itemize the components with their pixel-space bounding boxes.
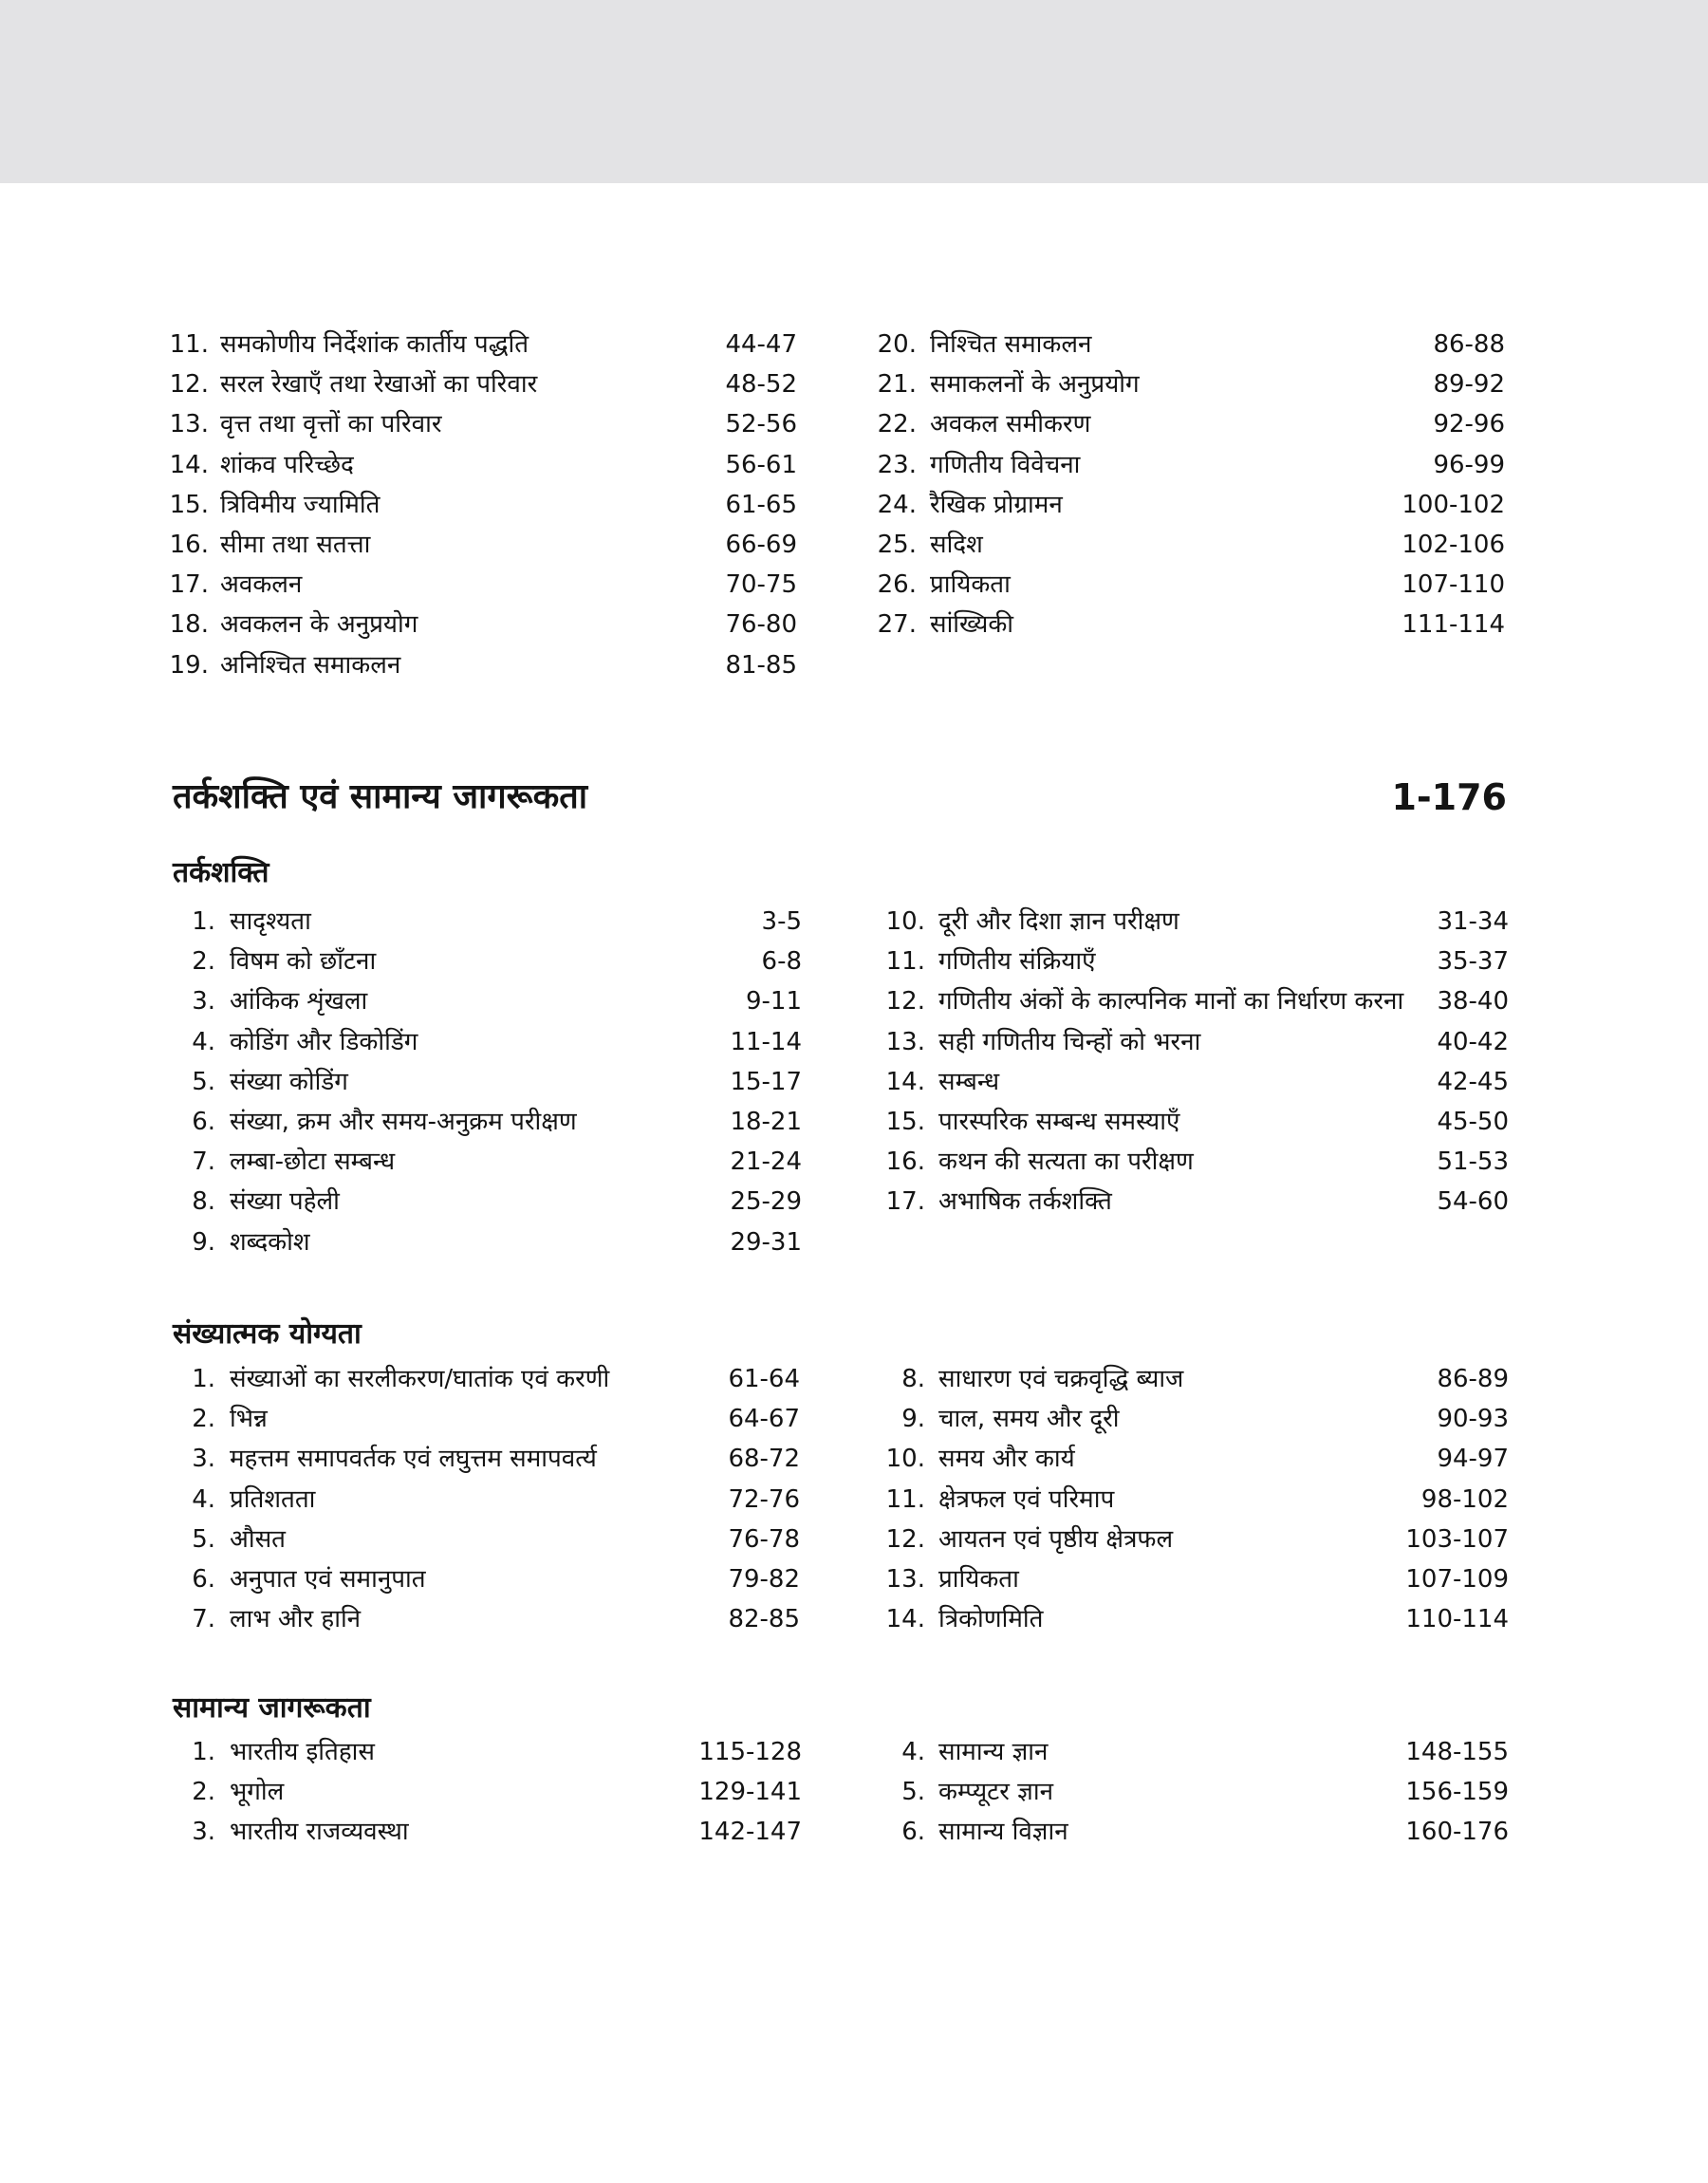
numerical-left-list xyxy=(173,1359,800,1639)
awareness-heading: सामान्य जागरूकता xyxy=(173,1691,371,1725)
numerical-heading: संख्यात्मक योग्यता xyxy=(173,1317,362,1351)
toc-entry xyxy=(173,981,802,1021)
entry-pages: 3-5 xyxy=(761,907,802,936)
entry-title: निश्चित समाकलन xyxy=(930,330,1092,359)
entry-title: संख्या, क्रम और समय-अनुक्रम परीक्षण xyxy=(230,1107,577,1136)
entry-title: भारतीय इतिहास xyxy=(230,1738,375,1766)
entry-number: 4. xyxy=(192,1484,215,1514)
entry-title: महत्तम समापवर्तक एवं लघुत्तम समापवर्त्य xyxy=(230,1445,597,1474)
entry-number: 16. xyxy=(885,1147,925,1177)
toc-entry xyxy=(173,1222,802,1262)
entry-pages: 45-50 xyxy=(1437,1107,1509,1136)
entry-number: 13. xyxy=(885,1564,925,1594)
entry-number: 9. xyxy=(192,1227,215,1257)
entry-number: 23. xyxy=(877,450,917,479)
toc-entry xyxy=(877,364,1505,404)
toc-entry xyxy=(887,1182,1509,1222)
entry-title: शांकव परिच्छेद xyxy=(220,450,354,479)
toc-entry xyxy=(173,1359,800,1399)
entry-number: 4. xyxy=(901,1738,925,1766)
toc-entry xyxy=(169,605,797,644)
toc-entry xyxy=(887,1102,1509,1142)
entry-pages: 94-97 xyxy=(1437,1445,1509,1474)
entry-pages: 72-76 xyxy=(728,1484,800,1514)
toc-entry xyxy=(173,1812,802,1852)
entry-number: 5. xyxy=(901,1778,925,1807)
entry-title: शब्दकोश xyxy=(230,1227,310,1257)
entry-number: 14. xyxy=(885,1067,925,1096)
top-band xyxy=(0,0,1708,183)
entry-title: पारस्परिक सम्बन्ध समस्याएँ xyxy=(938,1107,1180,1136)
entry-title: सही गणितीय चिन्हों को भरना xyxy=(938,1027,1201,1056)
section-page-range: 1-176 xyxy=(1391,776,1507,818)
toc-entry xyxy=(877,605,1505,644)
entry-pages: 51-53 xyxy=(1437,1147,1509,1177)
entry-title: प्रतिशतता xyxy=(230,1484,316,1514)
entry-pages: 110-114 xyxy=(1405,1605,1509,1634)
toc-entry xyxy=(169,364,797,404)
toc-entry xyxy=(877,404,1505,444)
entry-pages: 70-75 xyxy=(725,570,797,600)
entry-title: सादृश्यता xyxy=(230,907,311,936)
entry-title: प्रायिकता xyxy=(930,570,1011,600)
entry-number: 3. xyxy=(192,1445,215,1474)
entry-number: 27. xyxy=(877,610,917,640)
entry-title: सम्बन्ध xyxy=(938,1067,1000,1096)
section-title: तर्कशक्ति एवं सामान्य जागरूकता xyxy=(173,777,588,816)
entry-number: 13. xyxy=(169,410,209,439)
toc-entry xyxy=(173,1559,800,1599)
entry-title: अवकल समीकरण xyxy=(930,410,1091,439)
entry-pages: 86-88 xyxy=(1433,330,1505,359)
entry-title: कोडिंग और डिकोडिंग xyxy=(230,1027,418,1056)
toc-entry xyxy=(877,325,1505,364)
entry-number: 24. xyxy=(877,490,917,519)
toc-entry xyxy=(887,1480,1509,1520)
entry-number: 6. xyxy=(192,1564,215,1594)
entry-pages: 68-72 xyxy=(728,1445,800,1474)
toc-entry xyxy=(173,1022,802,1062)
entry-number: 11. xyxy=(885,1484,925,1514)
entry-pages: 61-65 xyxy=(725,490,797,519)
entry-title: विषम को छाँटना xyxy=(230,947,377,977)
toc-entry xyxy=(887,1399,1509,1439)
entry-number: 11. xyxy=(885,947,925,977)
toc-entry xyxy=(173,902,802,942)
entry-number: 10. xyxy=(885,907,925,936)
prior-right-list xyxy=(877,325,1505,645)
entry-number: 22. xyxy=(877,410,917,439)
entry-pages: 103-107 xyxy=(1405,1524,1509,1554)
entry-pages: 42-45 xyxy=(1437,1067,1509,1096)
entry-title: आयतन एवं पृष्ठीय क्षेत्रफल xyxy=(938,1524,1174,1554)
entry-title: दूरी और दिशा ज्ञान परीक्षण xyxy=(938,907,1179,936)
entry-number: 25. xyxy=(877,530,917,559)
entry-number: 9. xyxy=(901,1405,925,1434)
entry-title: सदिश xyxy=(930,530,983,559)
entry-number: 8. xyxy=(901,1365,925,1393)
entry-title: समय और कार्य xyxy=(938,1445,1075,1474)
toc-entry xyxy=(173,1772,802,1812)
toc-entry xyxy=(173,942,802,981)
entry-number: 14. xyxy=(169,450,209,479)
toc-entry xyxy=(173,1732,802,1772)
entry-pages: 56-61 xyxy=(725,450,797,479)
entry-number: 13. xyxy=(885,1027,925,1056)
entry-number: 6. xyxy=(901,1818,925,1847)
entry-number: 12. xyxy=(885,987,925,1017)
toc-entry xyxy=(887,1599,1509,1639)
entry-pages: 81-85 xyxy=(725,650,797,680)
entry-title: भारतीय राजव्यवस्था xyxy=(230,1818,409,1847)
reasoning-left-list xyxy=(173,902,802,1262)
entry-pages: 40-42 xyxy=(1437,1027,1509,1056)
entry-title: लाभ और हानि xyxy=(230,1605,362,1634)
entry-pages: 44-47 xyxy=(725,330,797,359)
entry-title: औसत xyxy=(230,1524,286,1554)
entry-pages: 86-89 xyxy=(1437,1365,1509,1393)
entry-pages: 107-110 xyxy=(1402,570,1505,600)
entry-number: 2. xyxy=(192,947,215,977)
awareness-left-list xyxy=(173,1732,802,1853)
entry-title: समाकलनों के अनुप्रयोग xyxy=(930,370,1140,400)
entry-title: सीमा तथा सतत्ता xyxy=(220,530,371,559)
entry-number: 8. xyxy=(192,1187,215,1217)
toc-entry xyxy=(169,485,797,525)
entry-number: 1. xyxy=(192,907,215,936)
entry-title: अनुपात एवं समानुपात xyxy=(230,1564,426,1594)
toc-entry xyxy=(887,1812,1509,1852)
entry-number: 19. xyxy=(169,650,209,680)
entry-title: अभाषिक तर्कशक्ति xyxy=(938,1187,1112,1217)
entry-title: त्रिकोणमिति xyxy=(938,1605,1044,1634)
entry-pages: 35-37 xyxy=(1437,947,1509,977)
toc-entry xyxy=(169,404,797,444)
entry-number: 14. xyxy=(885,1605,925,1634)
entry-number: 7. xyxy=(192,1605,215,1634)
entry-pages: 11-14 xyxy=(730,1027,802,1056)
toc-entry xyxy=(173,1142,802,1182)
toc-entry xyxy=(173,1439,800,1479)
entry-pages: 96-99 xyxy=(1433,450,1505,479)
entry-pages: 92-96 xyxy=(1433,410,1505,439)
entry-title: भूगोल xyxy=(230,1778,285,1807)
entry-pages: 9-11 xyxy=(745,987,802,1017)
toc-entry xyxy=(173,1399,800,1439)
entry-pages: 21-24 xyxy=(730,1147,802,1177)
entry-title: सांख्यिकी xyxy=(930,610,1014,640)
entry-pages: 107-109 xyxy=(1405,1564,1509,1594)
entry-pages: 142-147 xyxy=(698,1818,802,1847)
entry-pages: 31-34 xyxy=(1437,907,1509,936)
entry-pages: 129-141 xyxy=(698,1778,802,1807)
toc-entry xyxy=(887,1772,1509,1812)
entry-pages: 76-80 xyxy=(725,610,797,640)
entry-pages: 76-78 xyxy=(728,1524,800,1554)
awareness-right-list xyxy=(887,1732,1509,1853)
entry-title: अवकलन के अनुप्रयोग xyxy=(220,610,418,640)
entry-pages: 15-17 xyxy=(730,1067,802,1096)
entry-pages: 98-102 xyxy=(1420,1484,1509,1514)
toc-entry xyxy=(877,525,1505,565)
entry-title: भिन्न xyxy=(230,1405,268,1434)
entry-number: 5. xyxy=(192,1067,215,1096)
entry-title: गणितीय अंकों के काल्पनिक मानों का निर्धारण करना xyxy=(938,987,1404,1017)
entry-number: 11. xyxy=(169,330,209,359)
entry-number: 2. xyxy=(192,1778,215,1807)
entry-title: अनिश्चित समाकलन xyxy=(220,650,401,680)
toc-entry xyxy=(169,565,797,605)
entry-number: 12. xyxy=(885,1524,925,1554)
entry-number: 3. xyxy=(192,1818,215,1847)
entry-number: 15. xyxy=(169,490,209,519)
entry-title: चाल, समय और दूरी xyxy=(938,1405,1120,1434)
toc-entry xyxy=(169,645,797,685)
entry-title: समकोणीय निर्देशांक कार्तीय पद्धति xyxy=(220,330,529,359)
toc-entry xyxy=(877,565,1505,605)
entry-title: गणितीय विवेचना xyxy=(930,450,1081,479)
toc-entry xyxy=(887,1359,1509,1399)
entry-pages: 29-31 xyxy=(730,1227,802,1257)
entry-number: 16. xyxy=(169,530,209,559)
toc-entry xyxy=(887,1439,1509,1479)
entry-title: लम्बा-छोटा सम्बन्ध xyxy=(230,1147,396,1177)
toc-entry xyxy=(173,1480,800,1520)
entry-number: 1. xyxy=(192,1365,215,1393)
entry-title: आंकिक शृंखला xyxy=(230,987,368,1017)
entry-number: 1. xyxy=(192,1738,215,1766)
entry-title: सामान्य ज्ञान xyxy=(938,1738,1049,1766)
entry-pages: 79-82 xyxy=(728,1564,800,1594)
toc-entry xyxy=(173,1062,802,1102)
entry-title: साधारण एवं चक्रवृद्धि ब्याज xyxy=(938,1365,1184,1393)
entry-pages: 100-102 xyxy=(1402,490,1505,519)
entry-pages: 160-176 xyxy=(1405,1818,1509,1847)
entry-title: वृत्त तथा वृत्तों का परिवार xyxy=(220,410,442,439)
toc-entry xyxy=(169,325,797,364)
toc-entry xyxy=(887,1142,1509,1182)
toc-entry xyxy=(887,902,1509,942)
toc-entry xyxy=(887,1732,1509,1772)
toc-entry xyxy=(173,1102,802,1142)
entry-number: 18. xyxy=(169,610,209,640)
toc-entry xyxy=(887,942,1509,981)
entry-title: कथन की सत्यता का परीक्षण xyxy=(938,1147,1194,1177)
entry-title: संख्या कोडिंग xyxy=(230,1067,348,1096)
entry-pages: 52-56 xyxy=(725,410,797,439)
toc-entry xyxy=(169,445,797,485)
entry-pages: 18-21 xyxy=(730,1107,802,1136)
entry-title: संख्याओं का सरलीकरण/घातांक एवं करणी xyxy=(230,1365,610,1393)
entry-pages: 156-159 xyxy=(1405,1778,1509,1807)
entry-number: 6. xyxy=(192,1107,215,1136)
entry-number: 26. xyxy=(877,570,917,600)
toc-entry xyxy=(887,1559,1509,1599)
toc-entry xyxy=(169,525,797,565)
entry-title: सरल रेखाएँ तथा रेखाओं का परिवार xyxy=(220,370,538,400)
entry-pages: 115-128 xyxy=(698,1738,802,1766)
entry-title: कम्प्यूटर ज्ञान xyxy=(938,1778,1054,1807)
numerical-right-list xyxy=(887,1359,1509,1639)
toc-entry xyxy=(877,485,1505,525)
entry-title: क्षेत्रफल एवं परिमाप xyxy=(938,1484,1115,1514)
entry-pages: 66-69 xyxy=(725,530,797,559)
entry-pages: 90-93 xyxy=(1437,1405,1509,1434)
entry-title: त्रिविमीय ज्यामिति xyxy=(220,490,381,519)
toc-entry xyxy=(877,445,1505,485)
reasoning-right-list xyxy=(887,902,1509,1222)
toc-entry xyxy=(887,1520,1509,1559)
toc-entry xyxy=(173,1182,802,1222)
entry-title: गणितीय संक्रियाएँ xyxy=(938,947,1096,977)
entry-number: 10. xyxy=(885,1445,925,1474)
entry-number: 17. xyxy=(885,1187,925,1217)
entry-pages: 102-106 xyxy=(1402,530,1505,559)
entry-number: 4. xyxy=(192,1027,215,1056)
entry-pages: 6-8 xyxy=(761,947,802,977)
entry-pages: 82-85 xyxy=(728,1605,800,1634)
toc-entry xyxy=(887,1022,1509,1062)
entry-number: 17. xyxy=(169,570,209,600)
entry-title: संख्या पहेली xyxy=(230,1187,340,1217)
toc-entry xyxy=(887,981,1509,1021)
entry-number: 3. xyxy=(192,987,215,1017)
entry-number: 5. xyxy=(192,1524,215,1554)
entry-pages: 64-67 xyxy=(728,1405,800,1434)
toc-entry xyxy=(173,1520,800,1559)
entry-pages: 54-60 xyxy=(1437,1187,1509,1217)
entry-pages: 111-114 xyxy=(1402,610,1505,640)
entry-title: सामान्य विज्ञान xyxy=(938,1818,1068,1847)
entry-number: 21. xyxy=(877,370,917,400)
entry-pages: 148-155 xyxy=(1405,1738,1509,1766)
entry-number: 20. xyxy=(877,330,917,359)
toc-entry xyxy=(887,1062,1509,1102)
entry-number: 15. xyxy=(885,1107,925,1136)
entry-title: अवकलन xyxy=(220,570,303,600)
entry-pages: 89-92 xyxy=(1433,370,1505,400)
entry-pages: 48-52 xyxy=(725,370,797,400)
entry-pages: 38-40 xyxy=(1437,987,1509,1017)
entry-number: 7. xyxy=(192,1147,215,1177)
entry-number: 2. xyxy=(192,1405,215,1434)
reasoning-heading: तर्कशक्ति xyxy=(173,856,269,889)
entry-pages: 25-29 xyxy=(730,1187,802,1217)
entry-title: प्रायिकता xyxy=(938,1564,1019,1594)
entry-pages: 61-64 xyxy=(728,1365,800,1393)
entry-number: 12. xyxy=(169,370,209,400)
toc-entry xyxy=(173,1599,800,1639)
prior-left-list xyxy=(169,325,797,685)
entry-title: रैखिक प्रोग्रामन xyxy=(930,490,1063,519)
